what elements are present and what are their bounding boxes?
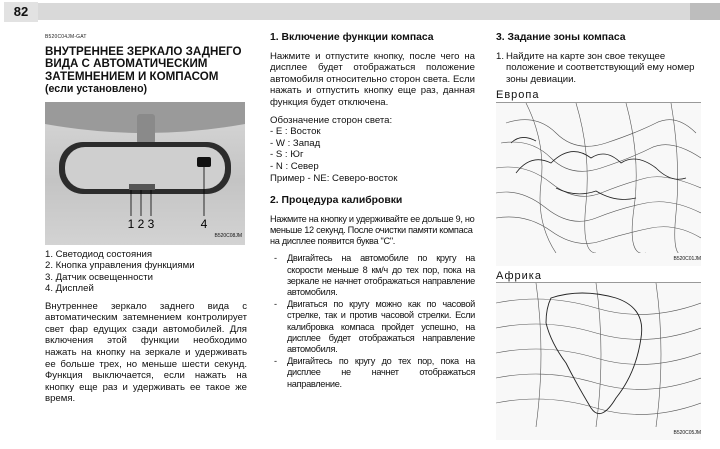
section-subtitle: (если установлено) — [45, 83, 148, 96]
step-number: 1. — [496, 50, 505, 62]
title-line: ВИДА С АВТОМАТИЧЕСКИМ — [45, 57, 208, 71]
callout-2: 2 — [137, 216, 145, 231]
callout-4: 4 — [200, 216, 208, 231]
column-mirror-intro — [45, 32, 247, 405]
heading-zones: 3. Задание зоны компаса — [496, 32, 626, 43]
mirror-illustration — [45, 102, 245, 245]
mirror-photo — [45, 102, 245, 245]
list-item: - Двигаться по кругу можно как по часовой стрелке, так и против часовой стрелки. Если калибровка компаса пройдет успешно, на дисплее будет отображаться направление автомобиля. — [270, 299, 475, 355]
figure-code: B520C05JM — [673, 430, 701, 437]
direction-item: - E : Восток — [270, 126, 321, 138]
map-label-africa: Африка — [496, 269, 542, 282]
europe-zone-map — [496, 102, 701, 266]
calibration-text: Нажмите на кнопку и удерживайте ее дольше 9, но меньше 12 секунд. После очистки памяти компаса на дисплее появится буква "C". — [270, 213, 475, 247]
africa-map-drawing — [496, 283, 701, 427]
figure-code: B520C08JM — [214, 233, 242, 240]
display-window — [197, 157, 211, 167]
parts-list — [45, 249, 247, 295]
mirror-glass — [65, 147, 225, 189]
map-label-europe: Европа — [496, 89, 540, 102]
list-item: - Двигайтесь на автомобиле по кругу на скорости меньше 8 км/ч до тех пор, пока на зеркале не начнет отображаться направление автомобиля. — [270, 253, 475, 298]
list-item: 4. Дисплей — [45, 283, 94, 295]
compass-enable-text: Нажмите и отпустите кнопку, после чего на дисплее будет отображаться положение автомобиля относительно сторон света. Если нажать и отпустить кнопку еще раз, данная функция будет отключена. — [270, 50, 475, 108]
list-item: 2. Кнопка управления функциями — [45, 260, 195, 272]
heading-calibration: 2. Процедура калибровки — [270, 195, 403, 207]
africa-zone-map — [496, 282, 701, 440]
directions-title: Обозначение сторон света: — [270, 114, 393, 126]
list-item: 1. Светодиод состояния — [45, 248, 153, 260]
header-band — [38, 3, 720, 20]
section-title — [45, 46, 247, 84]
header-band-end — [690, 3, 720, 20]
zone-step — [496, 51, 701, 86]
step-text: Найдите на карте зон свое текущее положение и соответствующий ему номер зоны девиации. — [506, 50, 695, 85]
title-line: ВНУТРЕННЕЕ ЗЕРКАЛО ЗАДНЕГО — [45, 44, 242, 58]
figure-code: B520C01JM — [673, 255, 701, 262]
direction-item: - S : Юг — [270, 149, 304, 161]
mirror-mount — [137, 114, 155, 144]
callout-1: 1 — [127, 216, 135, 231]
column-zones — [496, 32, 701, 440]
list-item: - Двигайтесь по кругу до тех пор, пока на дисплее не начнет отображаться направление. — [270, 356, 475, 390]
page-number: 82 — [4, 2, 38, 22]
direction-example: Пример - NE: Северо-восток — [270, 172, 398, 184]
mirror-description: Внутреннее зеркало заднего вида с автоматическим затемнением контролирует свет фар едущих сзади автомобилей. Для включения этой функции необходимо нажать на кнопку на зеркале и удерживать ее больше трех, но меньше шести секунд. Функция выключается, если нажать на кнопку еще раз и удерживать ее такое же время. — [45, 300, 247, 405]
direction-item: - W : Запад — [270, 137, 321, 149]
direction-item: - N : Север — [270, 160, 319, 172]
section-code: B520C04JM-GAT — [45, 34, 87, 40]
page-header — [0, 0, 720, 26]
callout-3: 3 — [147, 216, 155, 231]
list-item: 3. Датчик освещенности — [45, 271, 153, 283]
directions-legend — [270, 115, 475, 185]
title-line: ЗАТЕМНЕНИЕМ И КОМПАСОМ — [45, 69, 219, 83]
europe-map-drawing — [496, 103, 701, 253]
heading-compass-enable: 1. Включение функции компаса — [270, 32, 434, 43]
column-compass — [270, 32, 475, 391]
calibration-steps — [270, 253, 475, 389]
button-panel — [129, 184, 155, 190]
